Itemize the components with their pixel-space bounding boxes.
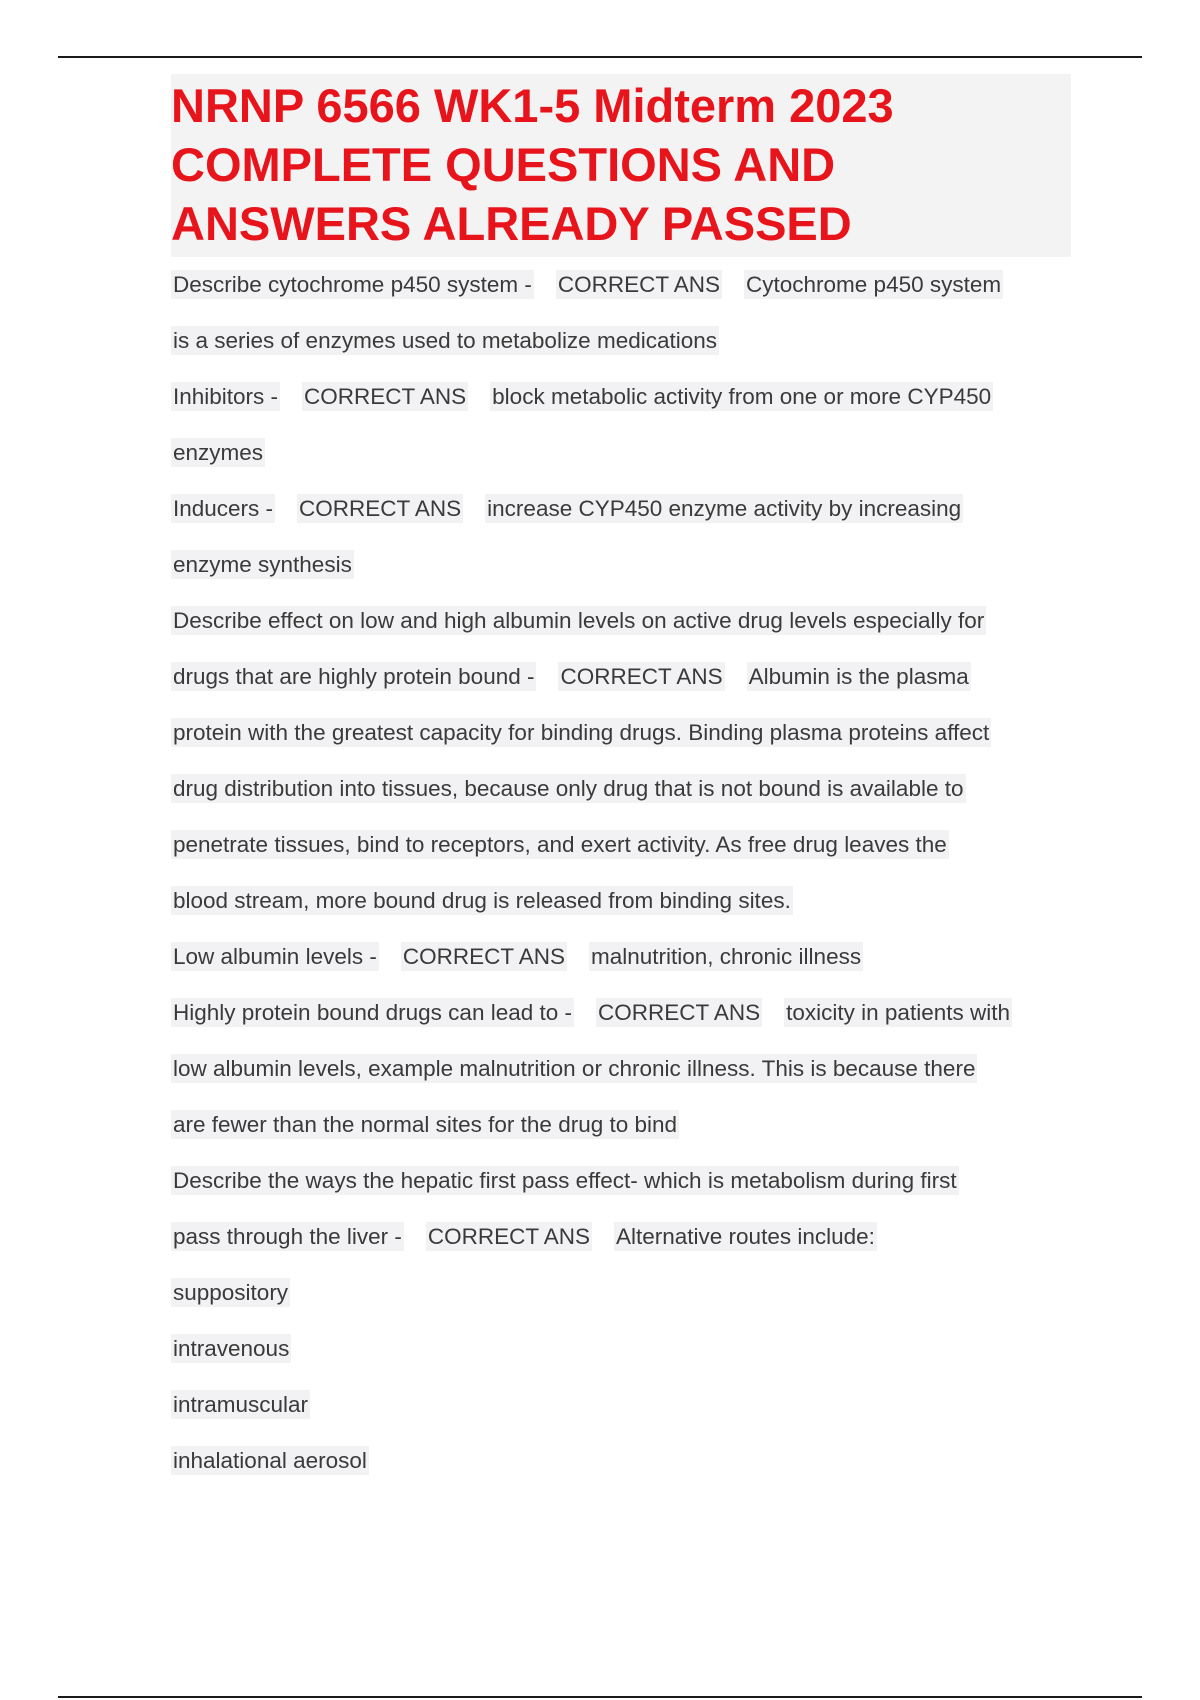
- text-line: [171, 761, 1071, 817]
- text-segment: Describe cytochrome p450 system -: [173, 272, 532, 297]
- top-rule: [58, 56, 1142, 58]
- text-line: [171, 1097, 1071, 1153]
- answer-marker: CORRECT ANS: [304, 384, 467, 409]
- text-line: [171, 1209, 1071, 1265]
- text-segment: enzymes: [173, 440, 264, 465]
- text-segment: Inhibitors -: [173, 384, 279, 409]
- text-line: [171, 593, 1071, 649]
- text-segment: low albumin levels, example malnutrition or chronic illness. This is because there: [173, 1056, 976, 1081]
- text-segment: Alternative routes include:: [616, 1224, 875, 1249]
- text-segment: intravenous: [173, 1336, 290, 1361]
- text-line: [171, 705, 1071, 761]
- text-line: [171, 1433, 1071, 1489]
- text-segment: intramuscular: [173, 1392, 309, 1417]
- text-segment: is a series of enzymes used to metabolize medications: [173, 328, 718, 353]
- text-segment: suppository: [173, 1280, 289, 1305]
- text-segment: Describe the ways the hepatic first pass effect- which is metabolism during first: [173, 1168, 957, 1193]
- text-line: [171, 873, 1071, 929]
- text-segment: malnutrition, chronic illness: [590, 944, 862, 969]
- text-line: [171, 257, 1071, 313]
- answer-marker: CORRECT ANS: [299, 496, 462, 521]
- text-segment: block metabolic activity from one or more CYP450: [492, 384, 992, 409]
- title-line: COMPLETE QUESTIONS AND: [171, 138, 836, 191]
- document-body: [171, 257, 1071, 1489]
- text-line: [171, 313, 1071, 369]
- answer-marker: CORRECT ANS: [427, 1224, 590, 1249]
- answer-marker: CORRECT ANS: [560, 664, 723, 689]
- answer-marker: CORRECT ANS: [557, 272, 721, 297]
- text-segment: Inducers -: [173, 496, 274, 521]
- text-line: [171, 1153, 1071, 1209]
- text-line: [171, 537, 1071, 593]
- text-segment: Albumin is the plasma: [748, 664, 969, 689]
- text-segment: are fewer than the normal sites for the drug to bind: [173, 1112, 678, 1137]
- title-line: NRNP 6566 WK1-5 Midterm 2023: [171, 79, 894, 132]
- bottom-rule: [58, 1696, 1142, 1698]
- text-segment: protein with the greatest capacity for binding drugs. Binding plasma proteins affect: [173, 720, 990, 745]
- text-segment: Low albumin levels -: [173, 944, 377, 969]
- text-segment: Highly protein bound drugs can lead to -: [173, 1000, 573, 1025]
- text-line: [171, 1041, 1071, 1097]
- text-segment: pass through the liver -: [173, 1224, 402, 1249]
- document-title: [171, 74, 1071, 257]
- title-line: ANSWERS ALREADY PASSED: [171, 197, 852, 250]
- text-segment: enzyme synthesis: [173, 552, 352, 577]
- text-segment: inhalational aerosol: [173, 1448, 367, 1473]
- document-page: [171, 74, 1071, 1489]
- text-segment: toxicity in patients with: [786, 1000, 1010, 1025]
- text-segment: increase CYP450 enzyme activity by increasing: [487, 496, 962, 521]
- answer-marker: CORRECT ANS: [402, 944, 565, 969]
- text-segment: drug distribution into tissues, because only drug that is not bound is available to: [173, 776, 964, 801]
- text-line: [171, 817, 1071, 873]
- text-line: [171, 369, 1071, 425]
- text-segment: penetrate tissues, bind to receptors, and exert activity. As free drug leaves the: [173, 832, 947, 857]
- answer-marker: CORRECT ANS: [598, 1000, 761, 1025]
- text-line: [171, 1265, 1071, 1321]
- text-line: [171, 985, 1071, 1041]
- text-line: [171, 1321, 1071, 1377]
- text-segment: Describe effect on low and high albumin levels on active drug levels especially for: [173, 608, 985, 633]
- text-line: [171, 649, 1071, 705]
- text-line: [171, 1377, 1071, 1433]
- text-line: [171, 481, 1071, 537]
- text-segment: drugs that are highly protein bound -: [173, 664, 535, 689]
- text-line: [171, 929, 1071, 985]
- text-segment: blood stream, more bound drug is released from binding sites.: [173, 888, 791, 913]
- text-segment: Cytochrome p450 system: [746, 272, 1002, 297]
- text-line: [171, 425, 1071, 481]
